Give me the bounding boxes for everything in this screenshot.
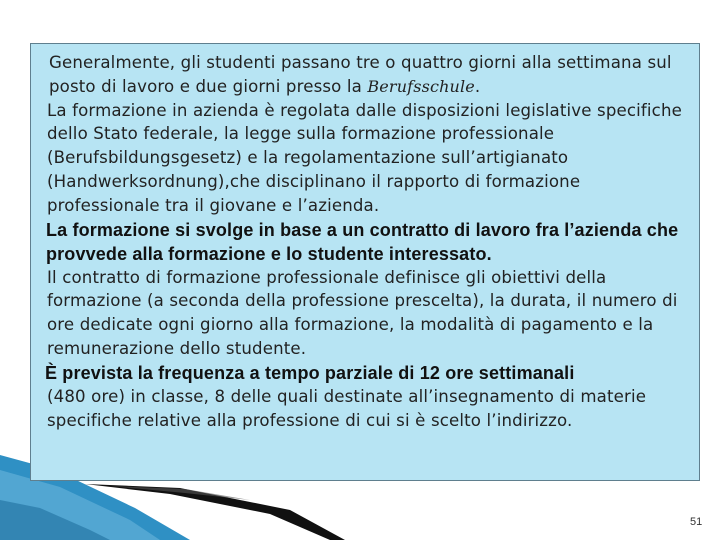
paragraph-5-bold: È prevista la frequenza a tempo parziale di 12 ore settimanali [45, 362, 575, 383]
paragraph-1-emphasis: Berufsschule [367, 76, 475, 96]
page-number: 51 [690, 516, 703, 528]
paragraph-4: Il contratto di formazione professionale definisce gli obiettivi della formazione (a seconda della professione prescelta), la durata, il numero di ore dedicate ogni giorno alla formazione, la modalità di pagamento e la remunerazione dello studente. [47, 267, 678, 358]
body-text [47, 51, 687, 432]
paragraph-1 [49, 51, 687, 99]
paragraph-6: (480 ore) in classe, 8 delle quali destinate all’insegnamento di materie specifiche relative alla professione di cui si è scelto l’indirizzo. [47, 386, 647, 430]
paragraph-3-bold: La formazione si svolge in base a un contratto di lavoro fra l’azienda che provvede alla formazione e lo studente interessato. [46, 219, 679, 264]
paragraph-2: La formazione in azienda è regolata dalle disposizioni legislative specifiche dello Stato federale, la legge sulla formazione professionale (Berufsbildungsgesetz) e la regolamentazione sull’artigianato (Handwerksordnung),che disciplinano il rapporto di formazione professionale tra il giovane e l’azienda. [47, 100, 682, 215]
paragraph-1-tail: . [474, 76, 481, 96]
paragraph-1-text: Generalmente, gli studenti passano tre o quattro giorni alla settimana sul posto di lavoro e due giorni presso la [49, 53, 672, 96]
